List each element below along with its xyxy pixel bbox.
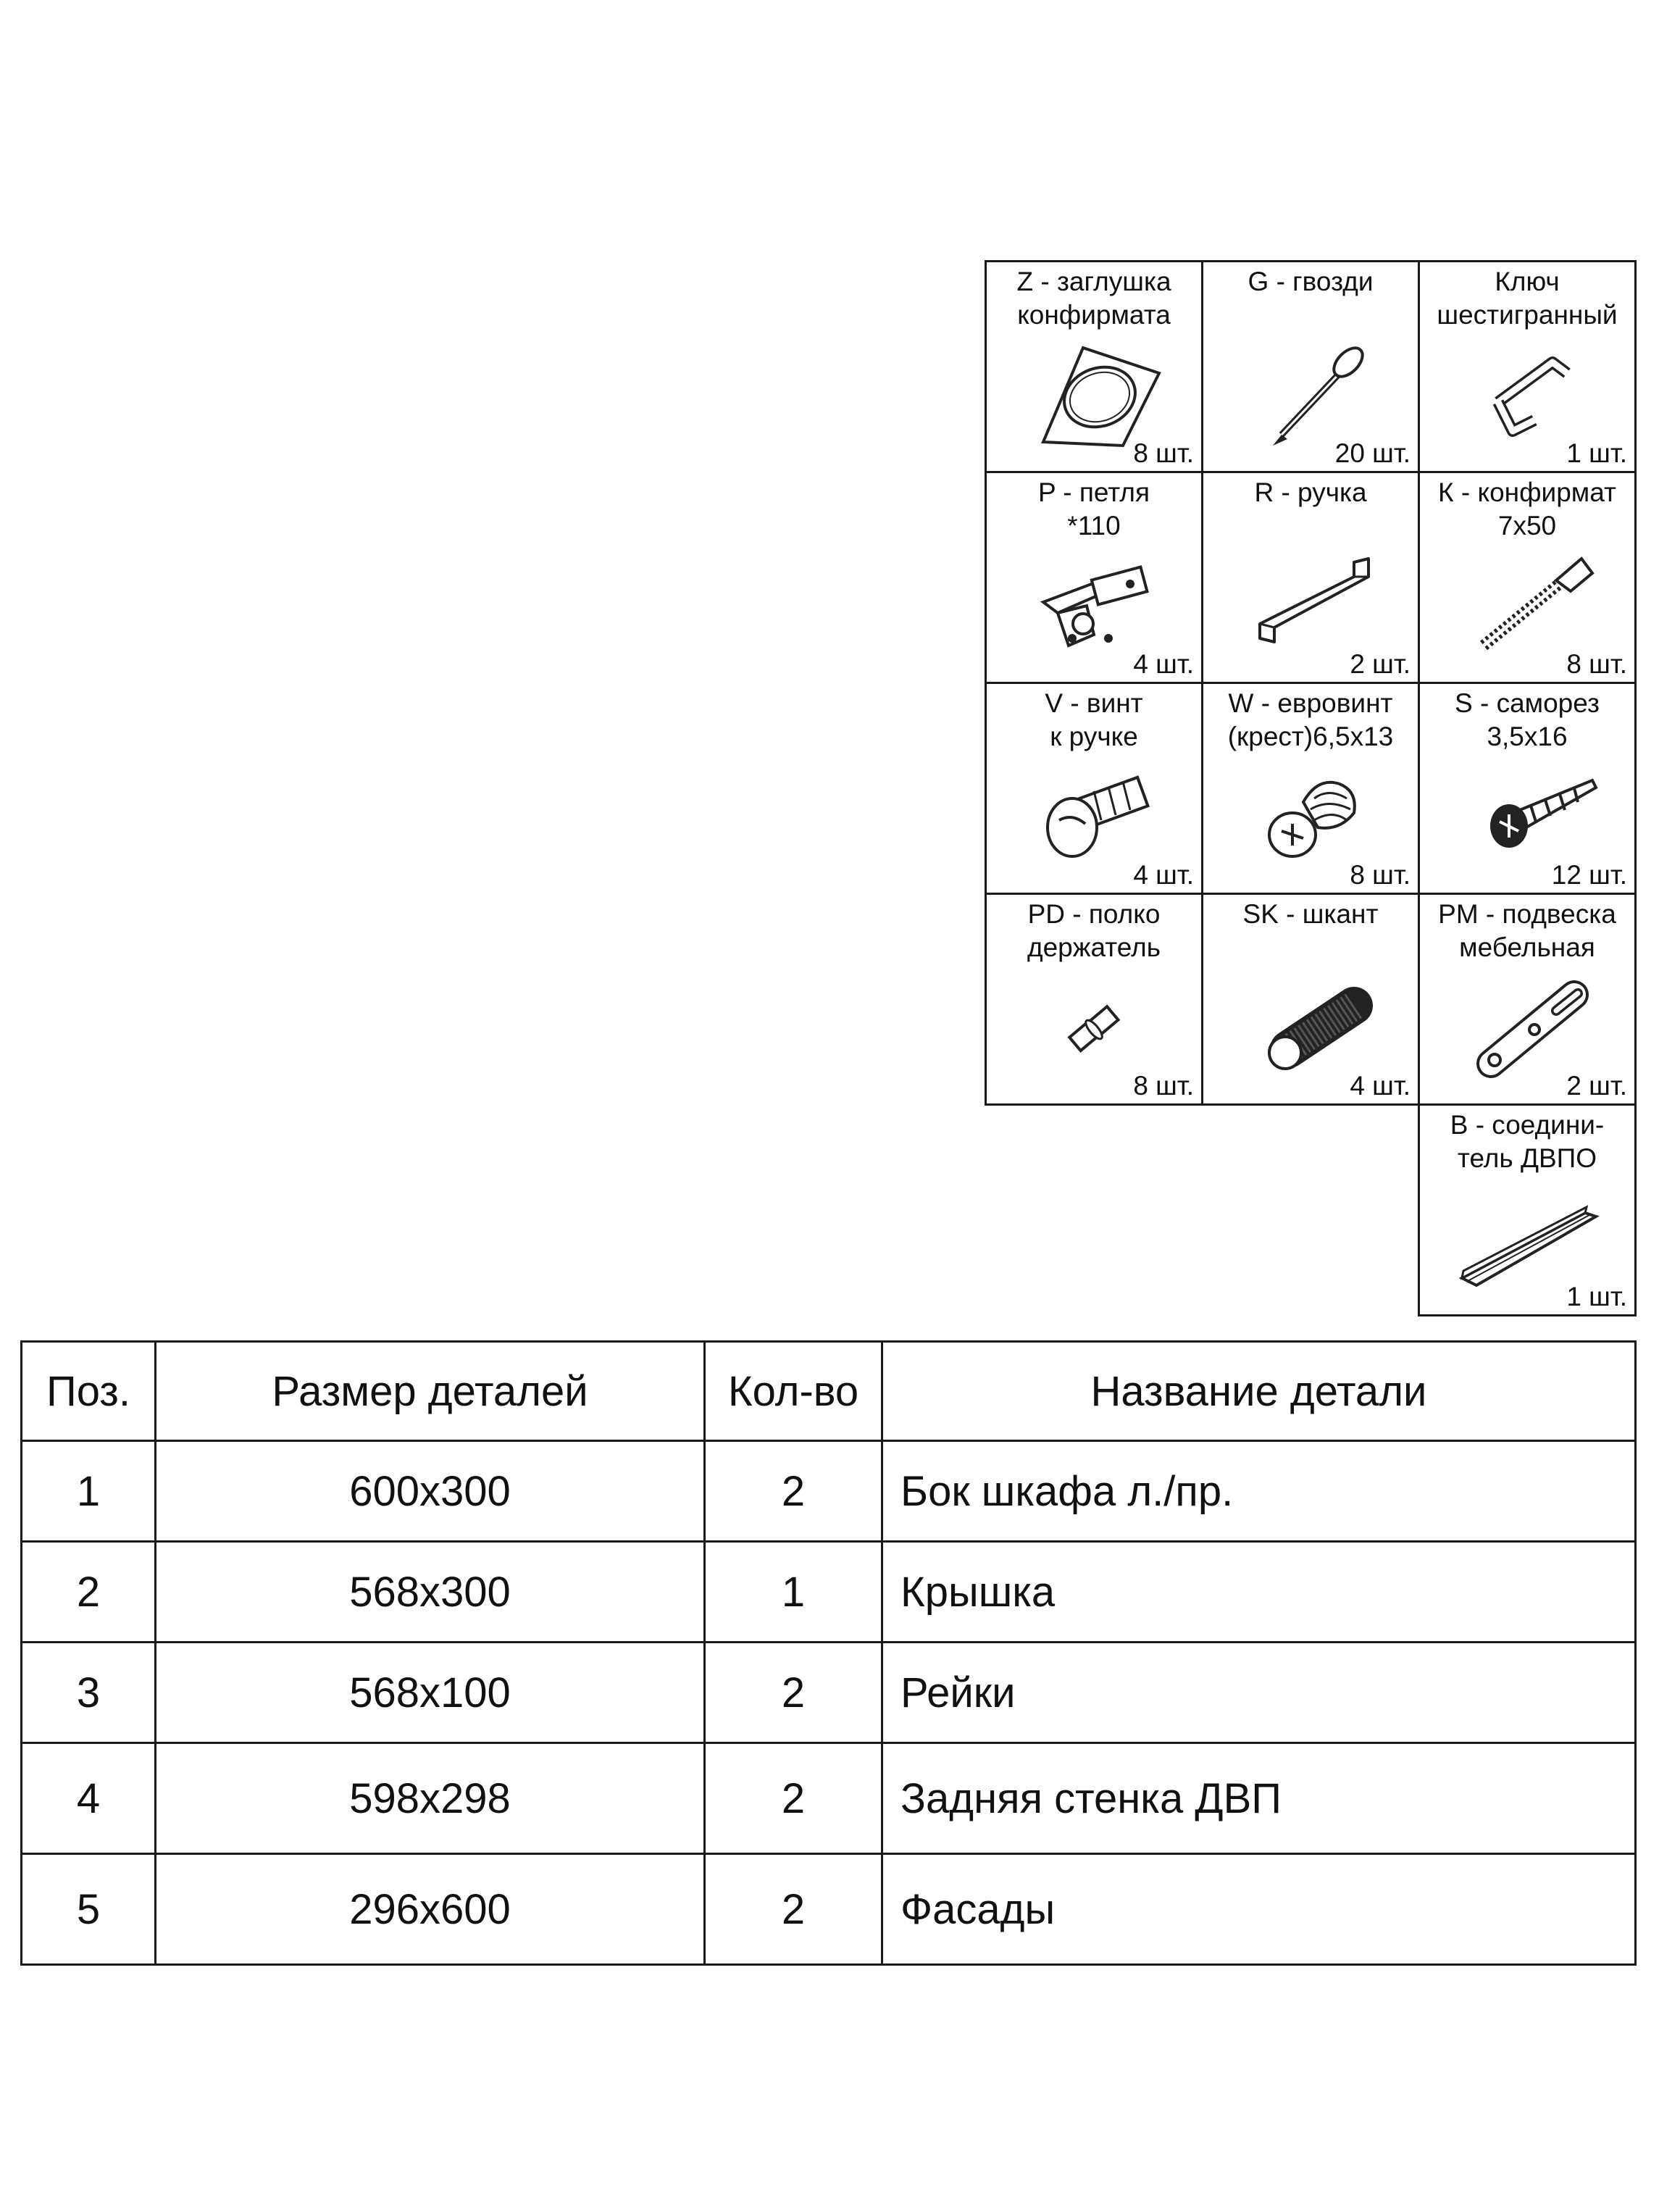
hardware-name: PM - подвеска мебельная: [1438, 899, 1616, 962]
nail-icon: [1231, 341, 1390, 449]
hardware-cell-b: [1418, 1103, 1637, 1316]
cell-name: Фасады: [882, 1854, 1636, 1965]
cell-qty: 2: [705, 1743, 882, 1854]
cell-name: Задняя стенка ДВП: [882, 1743, 1636, 1854]
hardware-name: SK - шкант: [1242, 899, 1379, 929]
hardware-name: S - саморез 3,5х16: [1455, 688, 1600, 751]
hardware-qty: 1 шт.: [1566, 1282, 1627, 1311]
hardware-name: W - евровинт (крест)6,5х13: [1227, 688, 1394, 751]
hardware-qty: 8 шт.: [1133, 1071, 1194, 1101]
cell-name: Крышка: [882, 1542, 1636, 1643]
cell-qty: 1: [705, 1542, 882, 1643]
hardware-name: B - соедини- тель ДВПО: [1450, 1110, 1605, 1173]
self-tapping-screw-icon: [1447, 762, 1607, 871]
hardware-name: G - гвозди: [1248, 267, 1374, 296]
hardware-cell-sk: [1201, 893, 1420, 1106]
table-header-row: [22, 1342, 1636, 1441]
cell-size: 568х300: [156, 1542, 705, 1643]
parts-table: [20, 1340, 1637, 1966]
confirmat-cap-icon: [1014, 341, 1174, 449]
hardware-qty: 1 шт.: [1566, 438, 1627, 468]
cell-name: Рейки: [882, 1643, 1636, 1743]
hardware-qty: 4 шт.: [1133, 649, 1194, 679]
hardware-cell-s: [1418, 682, 1637, 895]
cell-pos: 4: [22, 1743, 156, 1854]
cell-size: 296х600: [156, 1854, 705, 1965]
euroscrew-icon: [1231, 762, 1390, 871]
cell-pos: 2: [22, 1542, 156, 1643]
furniture-hanger-icon: [1447, 973, 1607, 1082]
cell-pos: 3: [22, 1643, 156, 1743]
table-row: [22, 1854, 1636, 1965]
hardware-cell-k: [1418, 471, 1637, 684]
header-size: Размер деталей: [156, 1342, 705, 1441]
hardware-cell-g: [1201, 260, 1420, 473]
hinge-icon: [1014, 551, 1174, 660]
cell-name: Бок шкафа л./пр.: [882, 1441, 1636, 1542]
table-row: [22, 1441, 1636, 1542]
table-row: [22, 1542, 1636, 1643]
hardware-qty: 8 шт.: [1566, 649, 1627, 679]
shelf-support-icon: [1014, 973, 1174, 1082]
cell-size: 568х100: [156, 1643, 705, 1743]
hardware-cell-pm: [1418, 893, 1637, 1106]
hardware-name: V - винт к ручке: [1045, 688, 1143, 751]
hardware-cell-pd: [985, 893, 1203, 1106]
hardware-name: P - петля *110: [1037, 477, 1150, 541]
hardware-cell-v: [985, 682, 1203, 895]
fiberboard-connector-icon: [1447, 1184, 1607, 1293]
cell-pos: 1: [22, 1441, 156, 1542]
hardware-cell-key: [1418, 260, 1637, 473]
cell-qty: 2: [705, 1643, 882, 1743]
hardware-grid: [985, 260, 1637, 1311]
cell-pos: 5: [22, 1854, 156, 1965]
hardware-qty: 8 шт.: [1133, 438, 1194, 468]
hardware-qty: 2 шт.: [1566, 1071, 1627, 1101]
hardware-name: PD - полко держатель: [1027, 899, 1161, 962]
hardware-name: Ключ шестигранный: [1437, 267, 1618, 330]
hardware-name: К - конфирмат 7х50: [1438, 477, 1616, 541]
hardware-cell-p: [985, 471, 1203, 684]
hardware-name: Z - заглушка конфирмата: [1016, 267, 1171, 330]
hardware-qty: 2 шт.: [1350, 649, 1411, 679]
cell-size: 598х298: [156, 1743, 705, 1854]
hardware-name: R - ручка: [1254, 477, 1367, 507]
hex-key-icon: [1447, 341, 1607, 449]
table-row: [22, 1643, 1636, 1743]
handle-icon: [1231, 551, 1390, 660]
hardware-qty: 20 шт.: [1334, 438, 1411, 468]
handle-screw-icon: [1014, 762, 1174, 871]
hardware-qty: 12 шт.: [1551, 860, 1627, 890]
hardware-qty: 4 шт.: [1133, 860, 1194, 890]
cell-qty: 2: [705, 1441, 882, 1542]
hardware-cell-z: [985, 260, 1203, 473]
confirmat-screw-icon: [1447, 551, 1607, 660]
hardware-qty: 8 шт.: [1350, 860, 1411, 890]
header-name: Название детали: [882, 1342, 1636, 1441]
header-pos: Поз.: [22, 1342, 156, 1441]
dowel-icon: [1231, 973, 1390, 1082]
cell-qty: 2: [705, 1854, 882, 1965]
hardware-qty: 4 шт.: [1350, 1071, 1411, 1101]
hardware-cell-w: [1201, 682, 1420, 895]
table-row: [22, 1743, 1636, 1854]
hardware-cell-r: [1201, 471, 1420, 684]
header-qty: Кол-во: [705, 1342, 882, 1441]
cell-size: 600х300: [156, 1441, 705, 1542]
